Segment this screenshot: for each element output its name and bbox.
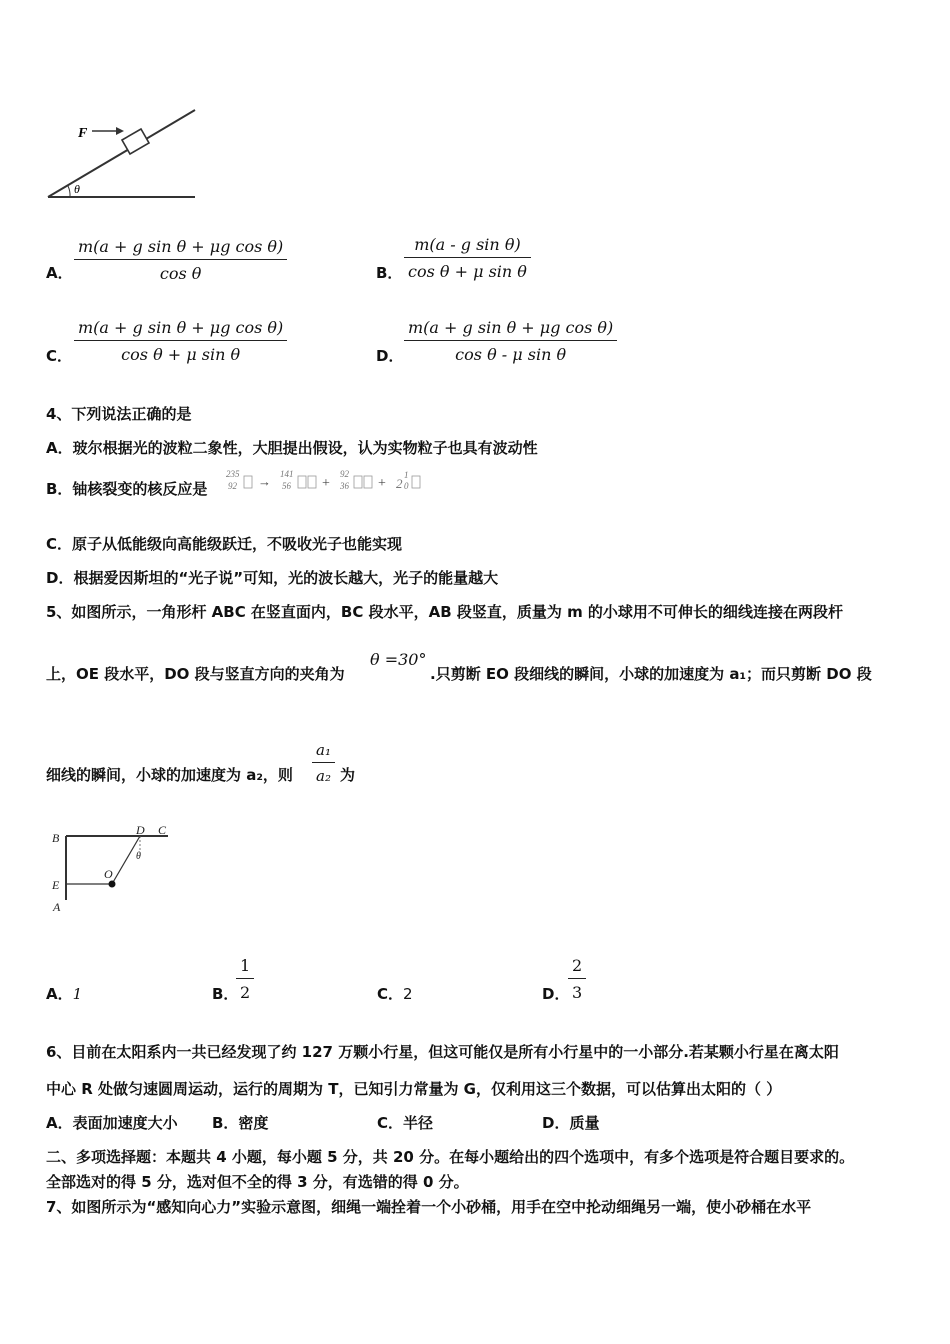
q3-b-denominator: cos θ + μ sin θ [408, 262, 527, 281]
label-e: E [52, 878, 60, 892]
q6-line-1: 6、目前在太阳系内一共已经发现了约 127 万颗小行星，但这可能仅是所有小行星中的一小部分.若某颗小行星在离太阳 [46, 1043, 839, 1061]
u-charge: 92 [228, 481, 237, 491]
q3-a-numerator: m(a + g sin θ + μg cos θ) [78, 237, 284, 256]
q4-option-b[interactable] [46, 478, 207, 499]
q5-b-numerator: 1 [240, 956, 251, 975]
q5-theta-equation: θ =30° [370, 650, 427, 669]
label-c: C [158, 823, 167, 837]
q5-option-a-letter: A． [46, 985, 73, 1003]
section-2-scoring: 全部选对的得 5 分，选对但不全的得 3 分，有选错的得 0 分。 [46, 1173, 469, 1191]
ba-charge: 56 [282, 481, 291, 491]
q4-option-a[interactable]: A．玻尔根据光的波粒二象性，大胆提出假设，认为实物粒子也具有波动性 [46, 439, 538, 457]
kr-mass: 92 [340, 469, 349, 479]
q3-option-d-formula [404, 318, 617, 364]
q3-option-b-letter[interactable]: B． [376, 264, 403, 282]
label-o: O [104, 867, 113, 881]
q5-ratio-numerator: a₁ [316, 741, 331, 759]
q3-option-d-letter[interactable]: D． [376, 347, 404, 365]
label-b: B [52, 831, 60, 845]
q6-option-a[interactable]: A．表面加速度大小 [46, 1114, 178, 1132]
q5-option-b-letter[interactable]: B． [212, 985, 239, 1003]
ball [109, 881, 116, 888]
plus-sign-2: + [378, 476, 386, 491]
u-mass: 235 [226, 469, 240, 479]
angle-label: θ [74, 182, 80, 196]
q6-line-2: 中心 R 处做匀速圆周运动，运行的周期为 T，已知引力常量为 G，仅利用这三个数据，可以估算出太阳的（ ） [46, 1080, 782, 1098]
q3-option-a-letter[interactable]: A． [46, 264, 73, 282]
q5-line-3a: 细线的瞬间，小球的加速度为 a₂，则 [46, 766, 293, 784]
incline-figure [40, 100, 210, 205]
label-d: D [136, 823, 145, 837]
q4-option-b-label: B．铀核裂变的核反应是 [46, 480, 208, 498]
q5-option-a-value: 1 [72, 985, 83, 1003]
plus-sign-1: + [322, 476, 330, 491]
q3-b-numerator: m(a - g sin θ) [414, 235, 521, 254]
q5-line-3b: 为 [340, 766, 356, 784]
rod-figure [44, 822, 184, 917]
q3-option-a-formula [74, 237, 287, 283]
q5-option-b-fraction [236, 956, 254, 1002]
reaction-arrow: → [258, 474, 271, 489]
q5-d-numerator: 2 [572, 956, 583, 975]
neutron-mass: 1 [404, 470, 409, 480]
q5-line-2b: .只剪断 EO 段细线的瞬间，小球的加速度为 a₁；而只剪断 DO 段 [430, 665, 872, 683]
q5-b-denominator: 2 [240, 983, 251, 1002]
q3-option-c-letter[interactable]: C． [46, 347, 73, 365]
q3-a-denominator: cos θ [159, 264, 202, 283]
label-a: A [53, 900, 61, 914]
kr-charge: 36 [340, 481, 349, 491]
q6-option-b[interactable]: B．密度 [212, 1114, 269, 1132]
section-2-heading: 二、多项选择题：本题共 4 小题，每小题 5 分，共 20 分。在每小题给出的四个选项中，有多个选项是符合题目要求的。 [46, 1148, 855, 1166]
q5-option-d-letter[interactable]: D． [542, 985, 570, 1003]
q3-c-denominator: cos θ + μ sin θ [121, 345, 241, 364]
ba-mass: 141 [280, 469, 294, 479]
q3-option-b-formula [404, 235, 531, 281]
q5-d-denominator: 3 [572, 983, 583, 1002]
q6-option-c[interactable]: C．半径 [377, 1114, 434, 1132]
fission-equation [226, 468, 446, 496]
force-label: F [78, 126, 88, 141]
label-theta: θ [136, 851, 141, 862]
q4-option-c[interactable]: C．原子从低能级向高能级跃迁，不吸收光子也能实现 [46, 535, 403, 553]
q5-option-c[interactable] [377, 983, 413, 1004]
q5-option-d-fraction [568, 956, 586, 1002]
q3-c-numerator: m(a + g sin θ + μg cos θ) [78, 318, 284, 337]
q5-line-1: 5、如图所示，一角形杆 ABC 在竖直面内，BC 段水平，AB 段竖直，质量为 m 的小球用不可伸长的细线连接在两段杆 [46, 603, 843, 621]
q6-option-d[interactable]: D．质量 [542, 1114, 600, 1132]
q5-line-2a: 上，OE 段水平，DO 段与竖直方向的夹角为 [46, 665, 345, 683]
q5-ratio [312, 741, 335, 785]
q5-ratio-denominator: a₂ [316, 767, 331, 785]
q5-option-c-letter: C． [377, 985, 404, 1003]
q3-d-numerator: m(a + g sin θ + μg cos θ) [408, 318, 614, 337]
q5-option-a[interactable] [46, 983, 82, 1004]
q4-stem: 4、下列说法正确的是 [46, 405, 192, 423]
q3-option-c-formula [74, 318, 287, 364]
incline-line [48, 110, 195, 197]
q5-option-c-value: 2 [403, 985, 413, 1003]
neutron-coefficient: 2 [396, 476, 403, 491]
q4-option-d[interactable]: D．根据爱因斯坦的“光子说”可知，光的波长越大，光子的能量越大 [46, 569, 499, 587]
neutron-charge: 0 [404, 481, 409, 491]
q3-d-denominator: cos θ - μ sin θ [455, 345, 567, 364]
q7-line-1: 7、如图所示为“感知向心力”实验示意图，细绳一端拴着一个小砂桶，用手在空中抡动细绳另一端，使小砂桶在水平 [46, 1198, 812, 1216]
